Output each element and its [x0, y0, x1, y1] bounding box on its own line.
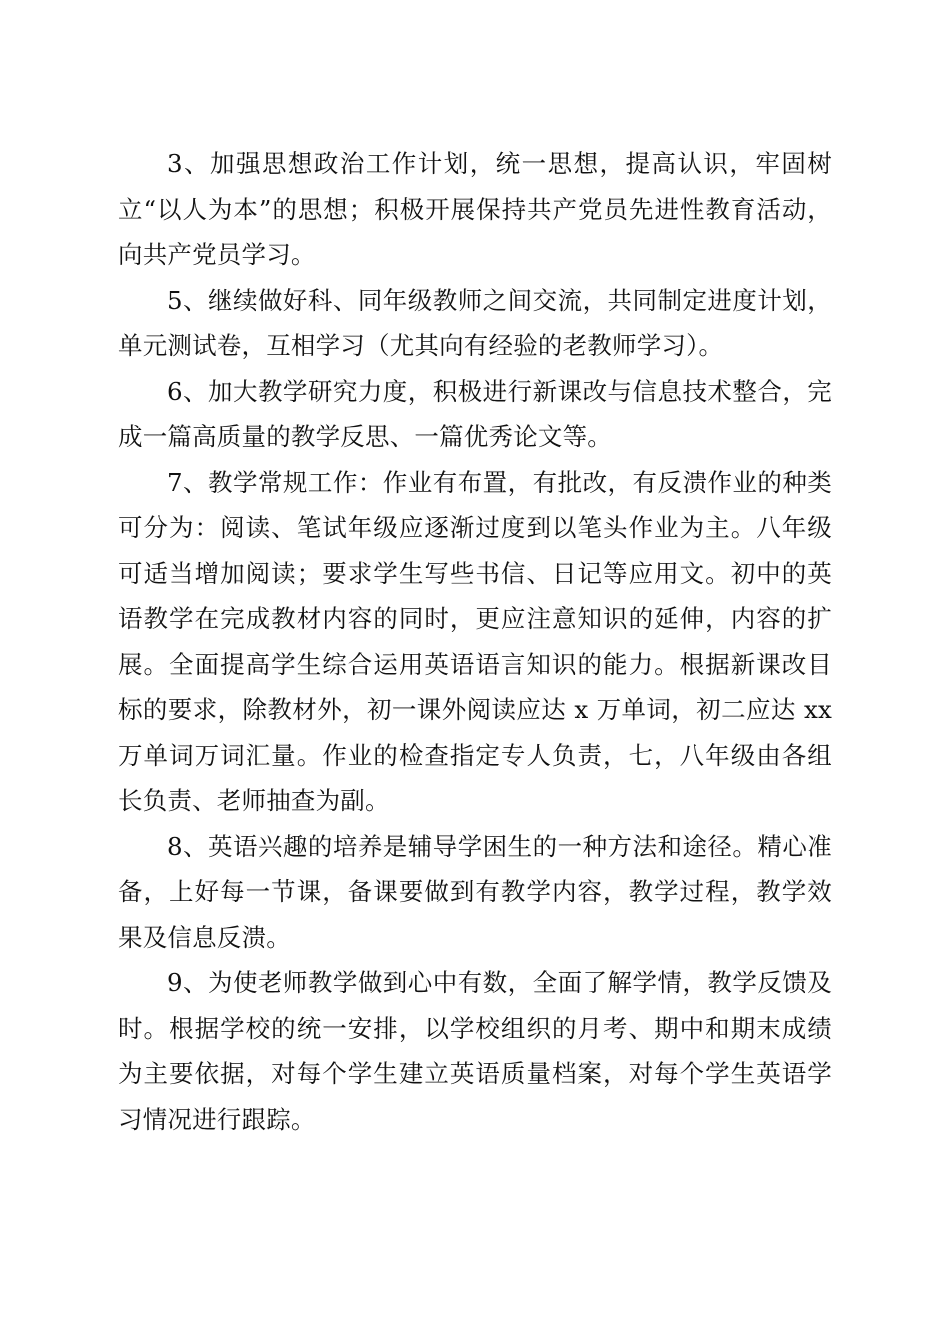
document-page: [118, 141, 832, 1142]
paragraph-item-8: 8、英语兴趣的培养是辅导学困生的一种方法和途径。精心准备，上好每一节课，备课要做到有教学内容，教学过程，教学效果及信息反溃。: [118, 831, 832, 952]
paragraph-item-7: 7、教学常规工作：作业有布置，有批改，有反溃作业的种类可分为：阅读、笔试年级应逐渐过度到以笔头作业为主。八年级可适当增加阅读；要求学生写些书信、日记等应用文。初中的英语教学在完成教材内容的同时，更应注意知识的延伸，内容的扩展。全面提高学生综合运用英语语言知识的能力。根据新课改目标的要求，除教材外，初一课外阅读应达 x 万单词，初二应达 xx 万单词万词汇量。作业的检查指定专人负责，七，八年级由各组长负责、老师抽查为副。: [118, 467, 832, 815]
paragraph-item-9: 9、为使老师教学做到心中有数，全面了解学情，教学反馈及时。根据学校的统一安排，以学校组织的月考、期中和期末成绩为主要依据，对每个学生建立英语质量档案，对每个学生英语学习情况进行跟踪。: [118, 968, 832, 1134]
paragraph-item-3: 3、加强思想政治工作计划，统一思想，提高认识，牢固树立“以人为本”的思想；积极开展保持共产党员先进性教育活动，向共产党员学习。: [118, 149, 832, 269]
paragraph-item-6: 6、加大教学研究力度，积极进行新课改与信息技术整合，完成一篇高质量的教学反思、一篇优秀论文等。: [118, 376, 832, 451]
paragraph-item-5: 5、继续做好科、同年级教师之间交流，共同制定进度计划，单元测试卷，互相学习（尤其向有经验的老教师学习）。: [118, 285, 832, 360]
